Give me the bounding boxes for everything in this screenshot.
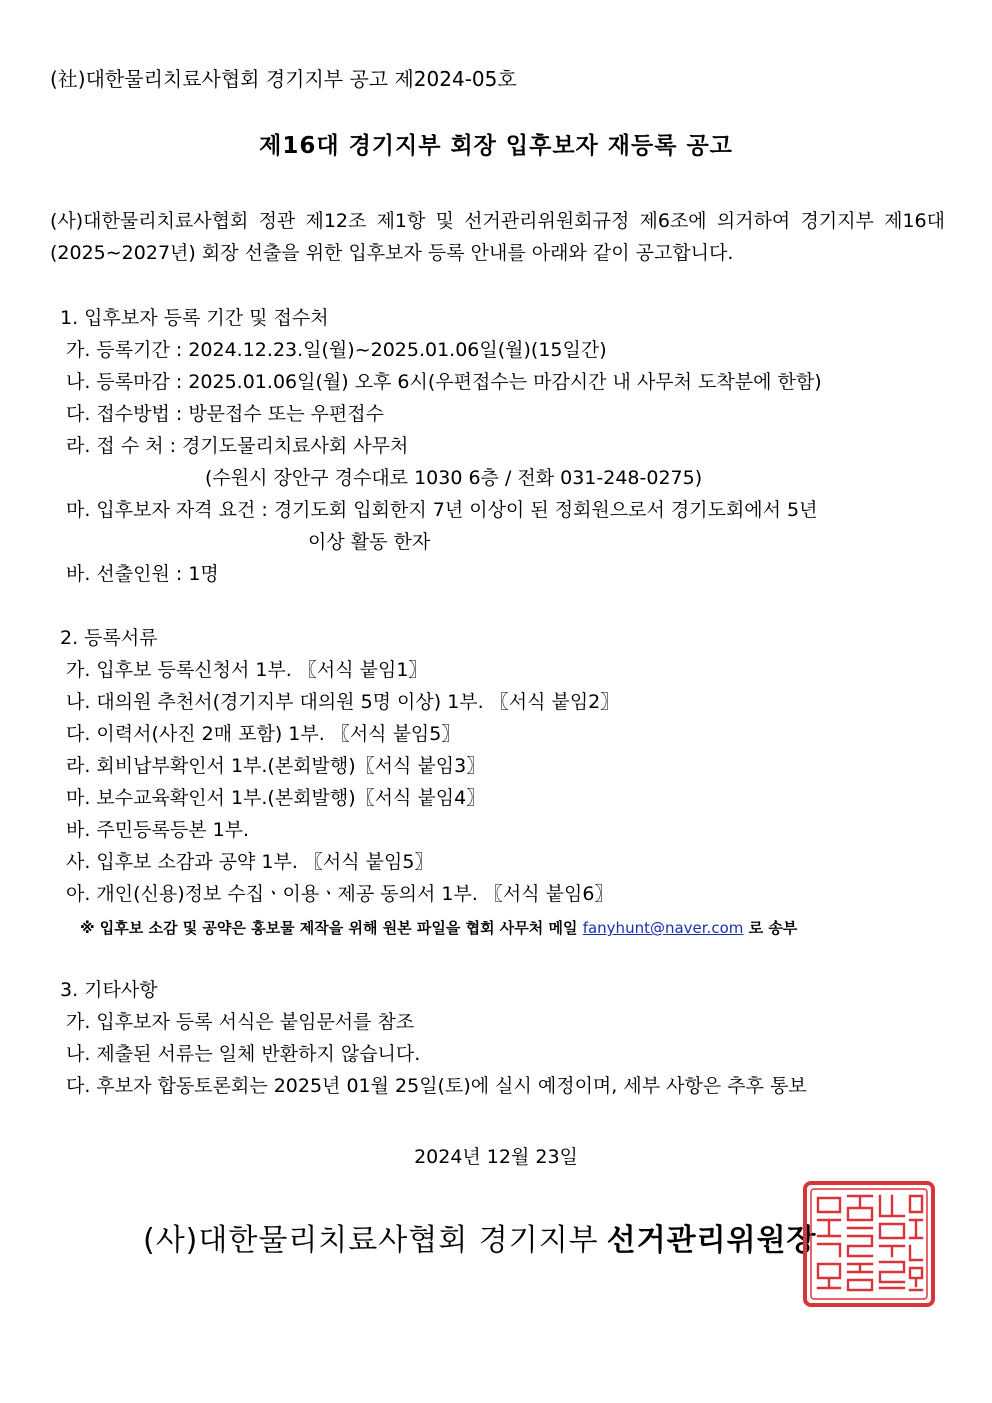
section-1-item: 라. 접 수 처 : 경기도물리치료사회 사무처: [66, 435, 409, 457]
section-2-item: 가. 입후보 등록신청서 1부. 〖서식 붙임1〗: [66, 659, 428, 681]
section-2-item: 바. 주민등록등본 1부.: [66, 819, 250, 841]
announcement-date: 2024년 12월 23일: [414, 1146, 578, 1168]
note-prefix: ※ 입후보 소감 및 공약은 홍보물 제작을 위해 원본 파일을 협회 사무처 메일: [80, 919, 578, 937]
section-1-item: 가. 등록기간 : 2024.12.23.일(월)~2025.01.06일(월)(15일간): [66, 339, 607, 361]
section-1-item: 다. 접수방법 : 방문접수 또는 우편접수: [66, 403, 384, 425]
section-2-item: 사. 입후보 소감과 공약 1부. 〖서식 붙임5〗: [66, 851, 434, 873]
office-address: (수원시 장안구 경수대로 1030 6층 / 전화 031-248-0275): [205, 467, 703, 489]
email-link[interactable]: fanyhunt@naver.com: [582, 919, 744, 937]
section-3-heading: 3. 기타사항: [60, 979, 158, 1001]
submission-note: [80, 915, 797, 941]
official-seal-icon: [802, 1180, 936, 1308]
section-1-item: 나. 등록마감 : 2025.01.06일(월) 오후 6시(우편접수는 마감시간 내 사무처 도착분에 한함): [66, 371, 822, 393]
section-3-item: 다. 후보자 합동토론회는 2025년 01월 25일(토)에 실시 예정이며, 세부 사항은 추후 통보: [66, 1075, 807, 1097]
document-number: (社)대한물리치료사협회 경기지부 공고 제2024-05호: [50, 67, 517, 91]
section-1-qualification-cont: 이상 활동 한자: [308, 531, 431, 553]
section-2-heading: 2. 등록서류: [60, 627, 158, 649]
section-2-item: 마. 보수교육확인서 1부.(본회발행)〖서식 붙임4〗: [66, 787, 486, 809]
signature-org: (사)대한물리치료사협회 경기지부: [143, 1223, 599, 1258]
note-suffix: 로 송부: [748, 919, 798, 937]
section-1-heading: 1. 입후보자 등록 기간 및 접수처: [60, 307, 329, 329]
section-2-item: 아. 개인(신용)정보 수집ㆍ이용ㆍ제공 동의서 1부. 〖서식 붙임6〗: [66, 883, 614, 905]
section-1-count: 바. 선출인원 : 1명: [66, 563, 219, 585]
page-title: 제16대 경기지부 회장 입후보자 재등록 공고: [259, 133, 733, 159]
section-2-item: 다. 이력서(사진 2매 포함) 1부. 〖서식 붙임5〗: [66, 723, 461, 745]
section-2-item: 라. 회비납부확인서 1부.(본회발행)〖서식 붙임3〗: [66, 755, 486, 777]
section-1-qualification: 마. 입후보자 자격 요건 : 경기도회 입회한지 7년 이상이 된 정회원으로서 경기도회에서 5년: [66, 499, 818, 521]
intro-paragraph: (사)대한물리치료사협회 정관 제12조 제1항 및 선거관리위원회규정 제6조에 의거하여 경기지부 제16대(2025∼2027년) 회장 선출을 위한 입후보자 등록 안내를 아래와 같이 공고합니다.: [50, 210, 945, 264]
section-3-item: 가. 입후보자 등록 서식은 붙임문서를 참조: [66, 1011, 415, 1033]
section-2-item: 나. 대의원 추천서(경기지부 대의원 5명 이상) 1부. 〖서식 붙임2〗: [66, 691, 620, 713]
signature-line: [143, 1223, 817, 1259]
section-3-item: 나. 제출된 서류는 일체 반환하지 않습니다.: [66, 1043, 421, 1065]
signature-title: 선거관리위원장: [606, 1223, 817, 1258]
